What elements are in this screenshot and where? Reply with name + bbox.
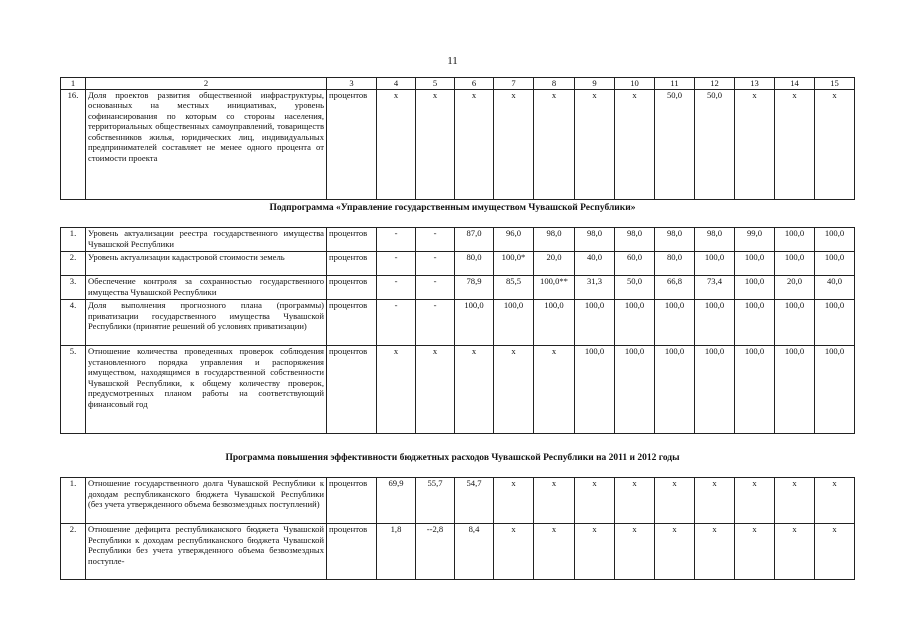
indicator-value: - — [416, 300, 455, 346]
indicator-value: 100,0 — [815, 228, 855, 252]
indicator-description: Отношение государственного долга Чувашской Республики к доходам республиканского бюджета Чувашской Республики (без учета утвержденного объема безвозмездных поступлений) — [86, 478, 327, 524]
column-number: 8 — [534, 78, 575, 90]
indicator-value: x — [494, 524, 534, 580]
indicator-value: 50,0 — [655, 89, 695, 199]
indicator-value: 98,0 — [655, 228, 695, 252]
unit-of-measure: процентов — [327, 252, 377, 276]
indicator-value: - — [416, 252, 455, 276]
indicator-value: x — [534, 89, 575, 199]
indicators-table-3 — [60, 477, 855, 580]
indicator-value: x — [815, 89, 855, 199]
indicator-value: 98,0 — [575, 228, 615, 252]
indicator-value: 98,0 — [695, 228, 735, 252]
column-number: 9 — [575, 78, 615, 90]
section-title-property-management: Подпрограмма «Управление государственным имуществом Чувашской Республики» — [269, 203, 636, 213]
indicator-value: x — [735, 478, 775, 524]
unit-of-measure: процентов — [327, 346, 377, 434]
indicator-value: x — [775, 89, 815, 199]
row-number: 1. — [61, 228, 86, 252]
indicator-value: 100,0 — [494, 300, 534, 346]
column-number: 15 — [815, 78, 855, 90]
indicator-value: x — [494, 478, 534, 524]
indicators-table-1 — [60, 77, 855, 200]
indicator-value: 20,0 — [534, 252, 575, 276]
indicator-value: 100,0 — [815, 300, 855, 346]
unit-of-measure: процентов — [327, 478, 377, 524]
indicator-description: Доля выполнения прогнозного плана (программы) приватизации государственного имущества Чувашской Республики (принятие решений об условиях приватизации) — [86, 300, 327, 346]
indicator-value: x — [455, 346, 494, 434]
unit-of-measure: процентов — [327, 276, 377, 300]
indicator-value: 80,0 — [455, 252, 494, 276]
column-number: 13 — [735, 78, 775, 90]
column-number: 7 — [494, 78, 534, 90]
indicator-value: 80,0 — [655, 252, 695, 276]
indicator-value: 100,0 — [575, 300, 615, 346]
indicator-value: 100,0 — [775, 252, 815, 276]
indicator-value: x — [695, 524, 735, 580]
indicator-value: 100,0 — [775, 346, 815, 434]
indicator-value: - — [377, 300, 416, 346]
indicator-value: 100,0 — [575, 346, 615, 434]
indicator-value: 100,0 — [655, 346, 695, 434]
indicator-value: x — [775, 524, 815, 580]
indicator-value: - — [416, 228, 455, 252]
indicator-value: x — [575, 524, 615, 580]
indicator-value: 40,0 — [575, 252, 615, 276]
indicator-value: 100,0 — [615, 300, 655, 346]
column-number: 6 — [455, 78, 494, 90]
indicator-value: x — [815, 478, 855, 524]
indicator-value: 85,5 — [494, 276, 534, 300]
indicator-value: 100,0 — [695, 300, 735, 346]
indicator-value: x — [735, 524, 775, 580]
indicator-value: x — [416, 346, 455, 434]
indicator-description: Отношение количества проведенных проверок соблюдения установленного порядка управления и распоряжения имуществом, находящимся в государственной собственности Чувашской Республики, к общему количеству проверок, предусмотренных планом работы на соответствующий финансовый год — [86, 346, 327, 434]
indicator-value: 100,0 — [534, 300, 575, 346]
indicator-value: 100,0** — [534, 276, 575, 300]
column-number: 5 — [416, 78, 455, 90]
indicator-value: 69,9 — [377, 478, 416, 524]
indicator-value: x — [416, 89, 455, 199]
indicator-value: 20,0 — [775, 276, 815, 300]
indicator-value: 40,0 — [815, 276, 855, 300]
indicator-value: 100,0* — [494, 252, 534, 276]
indicator-value: x — [615, 89, 655, 199]
column-number: 11 — [655, 78, 695, 90]
indicator-value: - — [377, 252, 416, 276]
table-row — [61, 89, 855, 199]
row-number: 2. — [61, 252, 86, 276]
indicator-value: 78,9 — [455, 276, 494, 300]
table-row — [61, 300, 855, 346]
indicator-value: x — [534, 478, 575, 524]
indicator-value: x — [655, 478, 695, 524]
indicator-value: 98,0 — [534, 228, 575, 252]
indicator-value: 100,0 — [775, 228, 815, 252]
indicator-value: 66,8 — [655, 276, 695, 300]
indicator-value: - — [416, 276, 455, 300]
unit-of-measure: процентов — [327, 89, 377, 199]
indicator-value: - — [377, 276, 416, 300]
indicator-value: 50,0 — [695, 89, 735, 199]
indicator-value: x — [815, 524, 855, 580]
row-number: 3. — [61, 276, 86, 300]
row-number: 16. — [61, 89, 86, 199]
column-number-row — [61, 78, 855, 90]
column-number: 4 — [377, 78, 416, 90]
indicator-value: 73,4 — [695, 276, 735, 300]
row-number: 1. — [61, 478, 86, 524]
indicator-value: 1,8 — [377, 524, 416, 580]
indicator-value: 31,3 — [575, 276, 615, 300]
indicator-description: Доля проектов развития общественной инфраструктуры, основанных на местных инициативах, уровень софинансирования по которым со стороны населения, территориальных общественных самоуправлений, товариществ собственников жилья, юридических лиц, индивидуальных предпринимателей составляет не менее одного процента от стоимости проекта — [86, 89, 327, 199]
indicator-description: Отношение дефицита республиканского бюджета Чувашской Республики к доходам республиканского бюджета Чувашской Республики без учета утвержденного объема безвозмездных поступле- — [86, 524, 327, 580]
indicator-value: 54,7 — [455, 478, 494, 524]
section-title-budget-efficiency: Программа повышения эффективности бюджетных расходов Чувашской Республики на 2011 и 2012 годы — [225, 453, 680, 463]
indicator-value: 50,0 — [615, 276, 655, 300]
indicator-value: x — [534, 346, 575, 434]
indicator-value: x — [575, 478, 615, 524]
unit-of-measure: процентов — [327, 524, 377, 580]
indicator-value: 100,0 — [655, 300, 695, 346]
indicator-value: 100,0 — [735, 252, 775, 276]
indicator-value: x — [615, 478, 655, 524]
indicator-value: x — [775, 478, 815, 524]
indicator-value: 98,0 — [615, 228, 655, 252]
indicator-value: x — [494, 89, 534, 199]
indicator-description: Обеспечение контроля за сохранностью государственного имущества Чувашской Республики — [86, 276, 327, 300]
row-number: 2. — [61, 524, 86, 580]
table-row — [61, 252, 855, 276]
indicator-value: x — [575, 89, 615, 199]
indicators-table-2 — [60, 227, 855, 434]
column-number: 10 — [615, 78, 655, 90]
page-number: 11 — [447, 55, 458, 67]
indicator-value: 100,0 — [615, 346, 655, 434]
indicator-value: 55,7 — [416, 478, 455, 524]
indicator-value: 100,0 — [815, 252, 855, 276]
indicator-value: x — [655, 524, 695, 580]
row-number: 5. — [61, 346, 86, 434]
indicator-value: x — [735, 89, 775, 199]
indicator-value: 60,0 — [615, 252, 655, 276]
column-number: 3 — [327, 78, 377, 90]
indicator-value: x — [695, 478, 735, 524]
indicator-value: 100,0 — [735, 300, 775, 346]
indicator-value: - — [377, 228, 416, 252]
indicator-value: x — [494, 346, 534, 434]
indicator-value: 100,0 — [695, 346, 735, 434]
indicator-value: 96,0 — [494, 228, 534, 252]
column-number: 1 — [61, 78, 86, 90]
column-number: 2 — [86, 78, 327, 90]
indicator-value: x — [455, 89, 494, 199]
column-number: 12 — [695, 78, 735, 90]
indicator-value: 100,0 — [815, 346, 855, 434]
indicator-value: 100,0 — [455, 300, 494, 346]
column-number: 14 — [775, 78, 815, 90]
indicator-value: 87,0 — [455, 228, 494, 252]
indicator-value: x — [615, 524, 655, 580]
indicator-value: --2,8 — [416, 524, 455, 580]
unit-of-measure: процентов — [327, 228, 377, 252]
indicator-value: 100,0 — [695, 252, 735, 276]
table-row — [61, 228, 855, 252]
indicator-description: Уровень актуализации реестра государственного имущества Чувашской Республики — [86, 228, 327, 252]
table-row — [61, 478, 855, 524]
unit-of-measure: процентов — [327, 300, 377, 346]
indicator-value: x — [534, 524, 575, 580]
indicator-value: 100,0 — [735, 276, 775, 300]
table-row — [61, 346, 855, 434]
indicator-value: x — [377, 89, 416, 199]
indicator-value: 100,0 — [775, 300, 815, 346]
indicator-value: x — [377, 346, 416, 434]
table-row — [61, 524, 855, 580]
table-row — [61, 276, 855, 300]
indicator-description: Уровень актуализации кадастровой стоимости земель — [86, 252, 327, 276]
indicator-value: 99,0 — [735, 228, 775, 252]
row-number: 4. — [61, 300, 86, 346]
indicator-value: 8,4 — [455, 524, 494, 580]
indicator-value: 100,0 — [735, 346, 775, 434]
